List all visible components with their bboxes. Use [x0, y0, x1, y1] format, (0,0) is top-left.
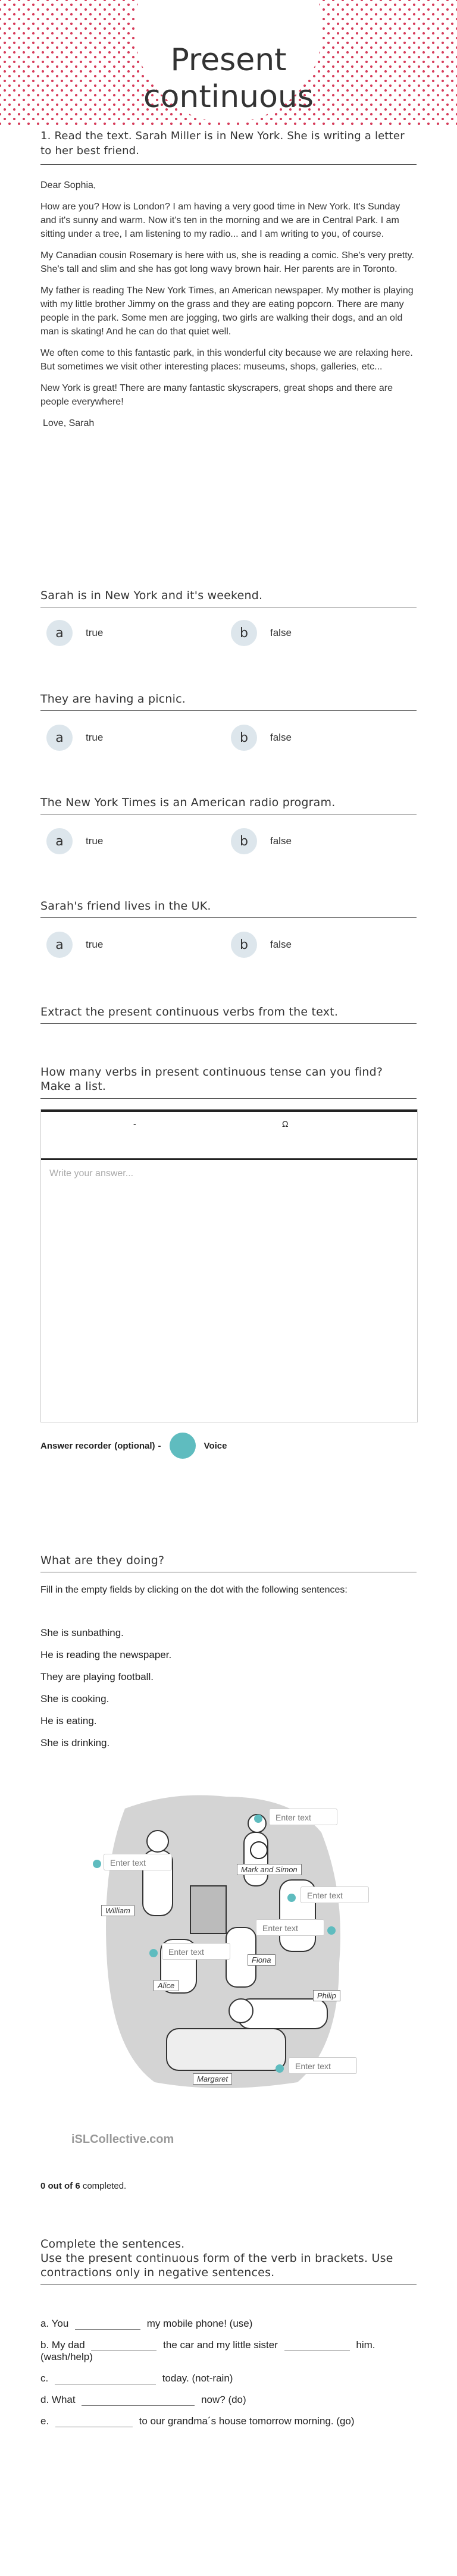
answer-textarea[interactable]: Write your answer... — [49, 1168, 134, 1179]
option-b[interactable] — [231, 828, 292, 854]
drop-dot[interactable] — [276, 2064, 284, 2073]
option-label: true — [86, 732, 104, 743]
list-task-heading: How many verbs in present continuous tense can you find? Make a list. — [40, 1065, 417, 1099]
recorder-optional: (optional) — [114, 1440, 155, 1451]
option-label: false — [270, 732, 292, 743]
sentence-list — [40, 1627, 417, 1759]
extract-heading: Extract the present continuous verbs from the text. — [40, 1005, 417, 1024]
name-tag: Philip — [313, 1990, 340, 2001]
letter-paragraph: We often come to this fantastic park, in this wonderful city because we are relaxing here. But sometimes we visit other interesting places: museums, shops, galleries, etc... — [40, 348, 413, 372]
item-text: the car and my little sister — [163, 2339, 278, 2351]
option-label: true — [86, 627, 104, 638]
letter-paragraph: My Canadian cousin Rosemary is here with us, she is reading a comic. She's very pretty. She's tall and slim and she has got long wavy brown hair. Her parents are in Toronto. — [40, 250, 414, 274]
illustration-drawing — [101, 1785, 351, 2094]
sentence-item: She is sunbathing. — [40, 1627, 124, 1638]
option-a[interactable] — [46, 828, 103, 854]
drop-dot[interactable] — [149, 1949, 158, 1957]
option-label: false — [270, 939, 292, 950]
doing-heading: What are they doing? — [40, 1554, 417, 1572]
voice-label: Voice — [204, 1440, 227, 1451]
item-text: him. — [356, 2339, 375, 2351]
option-label: false — [270, 835, 292, 847]
option-label: true — [86, 835, 104, 847]
tf-question-2: They are having a picnic. — [40, 692, 417, 711]
score-value: 0 out of 6 — [40, 2181, 80, 2191]
name-tag: William — [101, 1905, 134, 1916]
item-letter: c. — [40, 2373, 49, 2384]
park-illustration — [101, 1785, 351, 2094]
page-title — [0, 42, 457, 115]
fill-item-a — [40, 2318, 417, 2330]
enter-text-field[interactable]: Enter text — [256, 1919, 324, 1936]
option-badge: b — [231, 725, 257, 751]
complete-heading-line2: Use the present continuous form of the verb in brackets. Use contractions only in negative sentences. — [40, 2252, 393, 2279]
item-text: (wash/help) — [40, 2351, 93, 2362]
tf-options-4 — [40, 932, 417, 958]
option-badge: a — [46, 932, 73, 958]
enter-text-field[interactable]: Enter text — [289, 2057, 357, 2074]
fill-item-b — [40, 2339, 417, 2363]
name-tag: Fiona — [248, 1954, 276, 1966]
watermark: iSLCollective.com — [71, 2133, 174, 2146]
item-text: my mobile phone! (use) — [146, 2318, 253, 2329]
option-badge: b — [231, 828, 257, 854]
option-badge: b — [231, 620, 257, 646]
enter-text-field[interactable]: Enter text — [162, 1943, 230, 1960]
complete-heading — [40, 2237, 417, 2285]
sentence-item: She is cooking. — [40, 1693, 109, 1704]
letter-paragraph: Dear Sophia, — [40, 180, 96, 190]
score-line — [40, 2181, 417, 2191]
letter-text — [40, 178, 417, 438]
blank-input[interactable] — [91, 2340, 156, 2351]
option-b[interactable] — [231, 620, 292, 646]
reading-task-heading: 1. Read the text. Sarah Miller is in New York. She is writing a letter to her best friend. — [40, 129, 417, 165]
fill-item-c — [40, 2373, 417, 2384]
answer-editor — [40, 1109, 418, 1422]
letter-paragraph: New York is great! There are many fantastic skyscrapers, great shops and there are people everywhere! — [40, 383, 393, 407]
tf-question-1: Sarah is in New York and it's weekend. — [40, 589, 417, 607]
name-tag: Mark and Simon — [237, 1864, 302, 1875]
recorder-label: Answer recorder — [40, 1440, 112, 1451]
toolbar-button-dash[interactable]: - — [133, 1119, 136, 1129]
doing-instruction: Fill in the empty fields by clicking on the dot with the following sentences: — [40, 1585, 348, 1595]
title-line-2: continuous — [143, 79, 314, 115]
blank-input[interactable] — [75, 2318, 140, 2330]
header-banner — [0, 0, 457, 125]
name-tag: Alice — [154, 1980, 179, 1991]
score-suffix: completed. — [82, 2181, 127, 2191]
blank-input[interactable] — [284, 2340, 350, 2351]
option-badge: a — [46, 725, 73, 751]
item-text: My dad — [51, 2339, 85, 2351]
enter-text-field[interactable]: Enter text — [104, 1854, 172, 1870]
item-text: to our grandma´s house tomorrow morning. (go) — [139, 2415, 355, 2427]
complete-heading-line1: Complete the sentences. — [40, 2237, 185, 2251]
sentence-item: He is reading the newspaper. — [40, 1649, 172, 1660]
drop-dot[interactable] — [254, 1815, 262, 1823]
tf-question-3: The New York Times is an American radio program. — [40, 796, 417, 814]
letter-paragraph: How are you? How is London? I am having a very good time in New York. It's Sunday and it's sunny and warm. Now it's ten in the morning and we are in Central Park. I am sitting under a tree, I am listening to my radio... and I am writing to you, of course. — [40, 202, 400, 239]
blank-input[interactable] — [55, 2416, 133, 2427]
item-text: today. (not-rain) — [162, 2373, 233, 2384]
toolbar-button-omega[interactable]: Ω — [282, 1119, 289, 1129]
letter-signature: Love, Sarah — [43, 418, 95, 428]
option-a[interactable] — [46, 932, 103, 958]
fill-in-list — [40, 2318, 417, 2437]
option-label: true — [86, 939, 104, 950]
item-text: What — [51, 2394, 76, 2405]
option-label: false — [270, 627, 292, 638]
tf-options-3 — [40, 828, 417, 854]
option-b[interactable] — [231, 932, 292, 958]
title-line-1: Present — [170, 42, 287, 78]
answer-recorder — [40, 1433, 227, 1459]
drop-dot[interactable] — [93, 1860, 101, 1868]
letter-paragraph: My father is reading The New York Times, an American newspaper. My mother is playing with my little brother Jimmy on the grass and they are eating popcorn. There are many people in the park. Some men are jogging, two girls are walking their dogs, and an old man is skating! And he can do that quiet well. — [40, 286, 414, 337]
enter-text-field[interactable]: Enter text — [301, 1886, 369, 1903]
blank-input[interactable] — [55, 2373, 156, 2384]
name-tag: Margaret — [193, 2073, 232, 2085]
blank-input[interactable] — [82, 2395, 195, 2406]
editor-toolbar — [41, 1110, 417, 1160]
record-button[interactable] — [170, 1433, 196, 1459]
item-letter: e. — [40, 2415, 49, 2427]
item-letter: b. — [40, 2339, 49, 2351]
sentence-item: She is drinking. — [40, 1737, 110, 1748]
fill-item-d — [40, 2394, 417, 2406]
option-badge: b — [231, 932, 257, 958]
option-a[interactable] — [46, 725, 103, 751]
item-text: now? (do) — [201, 2394, 246, 2405]
tf-options-2 — [40, 725, 417, 751]
item-text: You — [51, 2318, 69, 2329]
drop-dot[interactable] — [287, 1894, 296, 1902]
option-a[interactable] — [46, 620, 103, 646]
drop-dot[interactable] — [327, 1926, 336, 1935]
enter-text-field[interactable]: Enter text — [269, 1809, 337, 1825]
sentence-item: They are playing football. — [40, 1671, 154, 1682]
option-badge: a — [46, 828, 73, 854]
recorder-dash: - — [158, 1440, 161, 1451]
option-badge: a — [46, 620, 73, 646]
item-letter: d. — [40, 2394, 49, 2405]
sentence-item: He is eating. — [40, 1715, 97, 1726]
tf-options-1 — [40, 620, 417, 646]
fill-item-e — [40, 2415, 417, 2427]
option-b[interactable] — [231, 725, 292, 751]
item-letter: a. — [40, 2318, 49, 2329]
tf-question-4: Sarah's friend lives in the UK. — [40, 900, 417, 918]
